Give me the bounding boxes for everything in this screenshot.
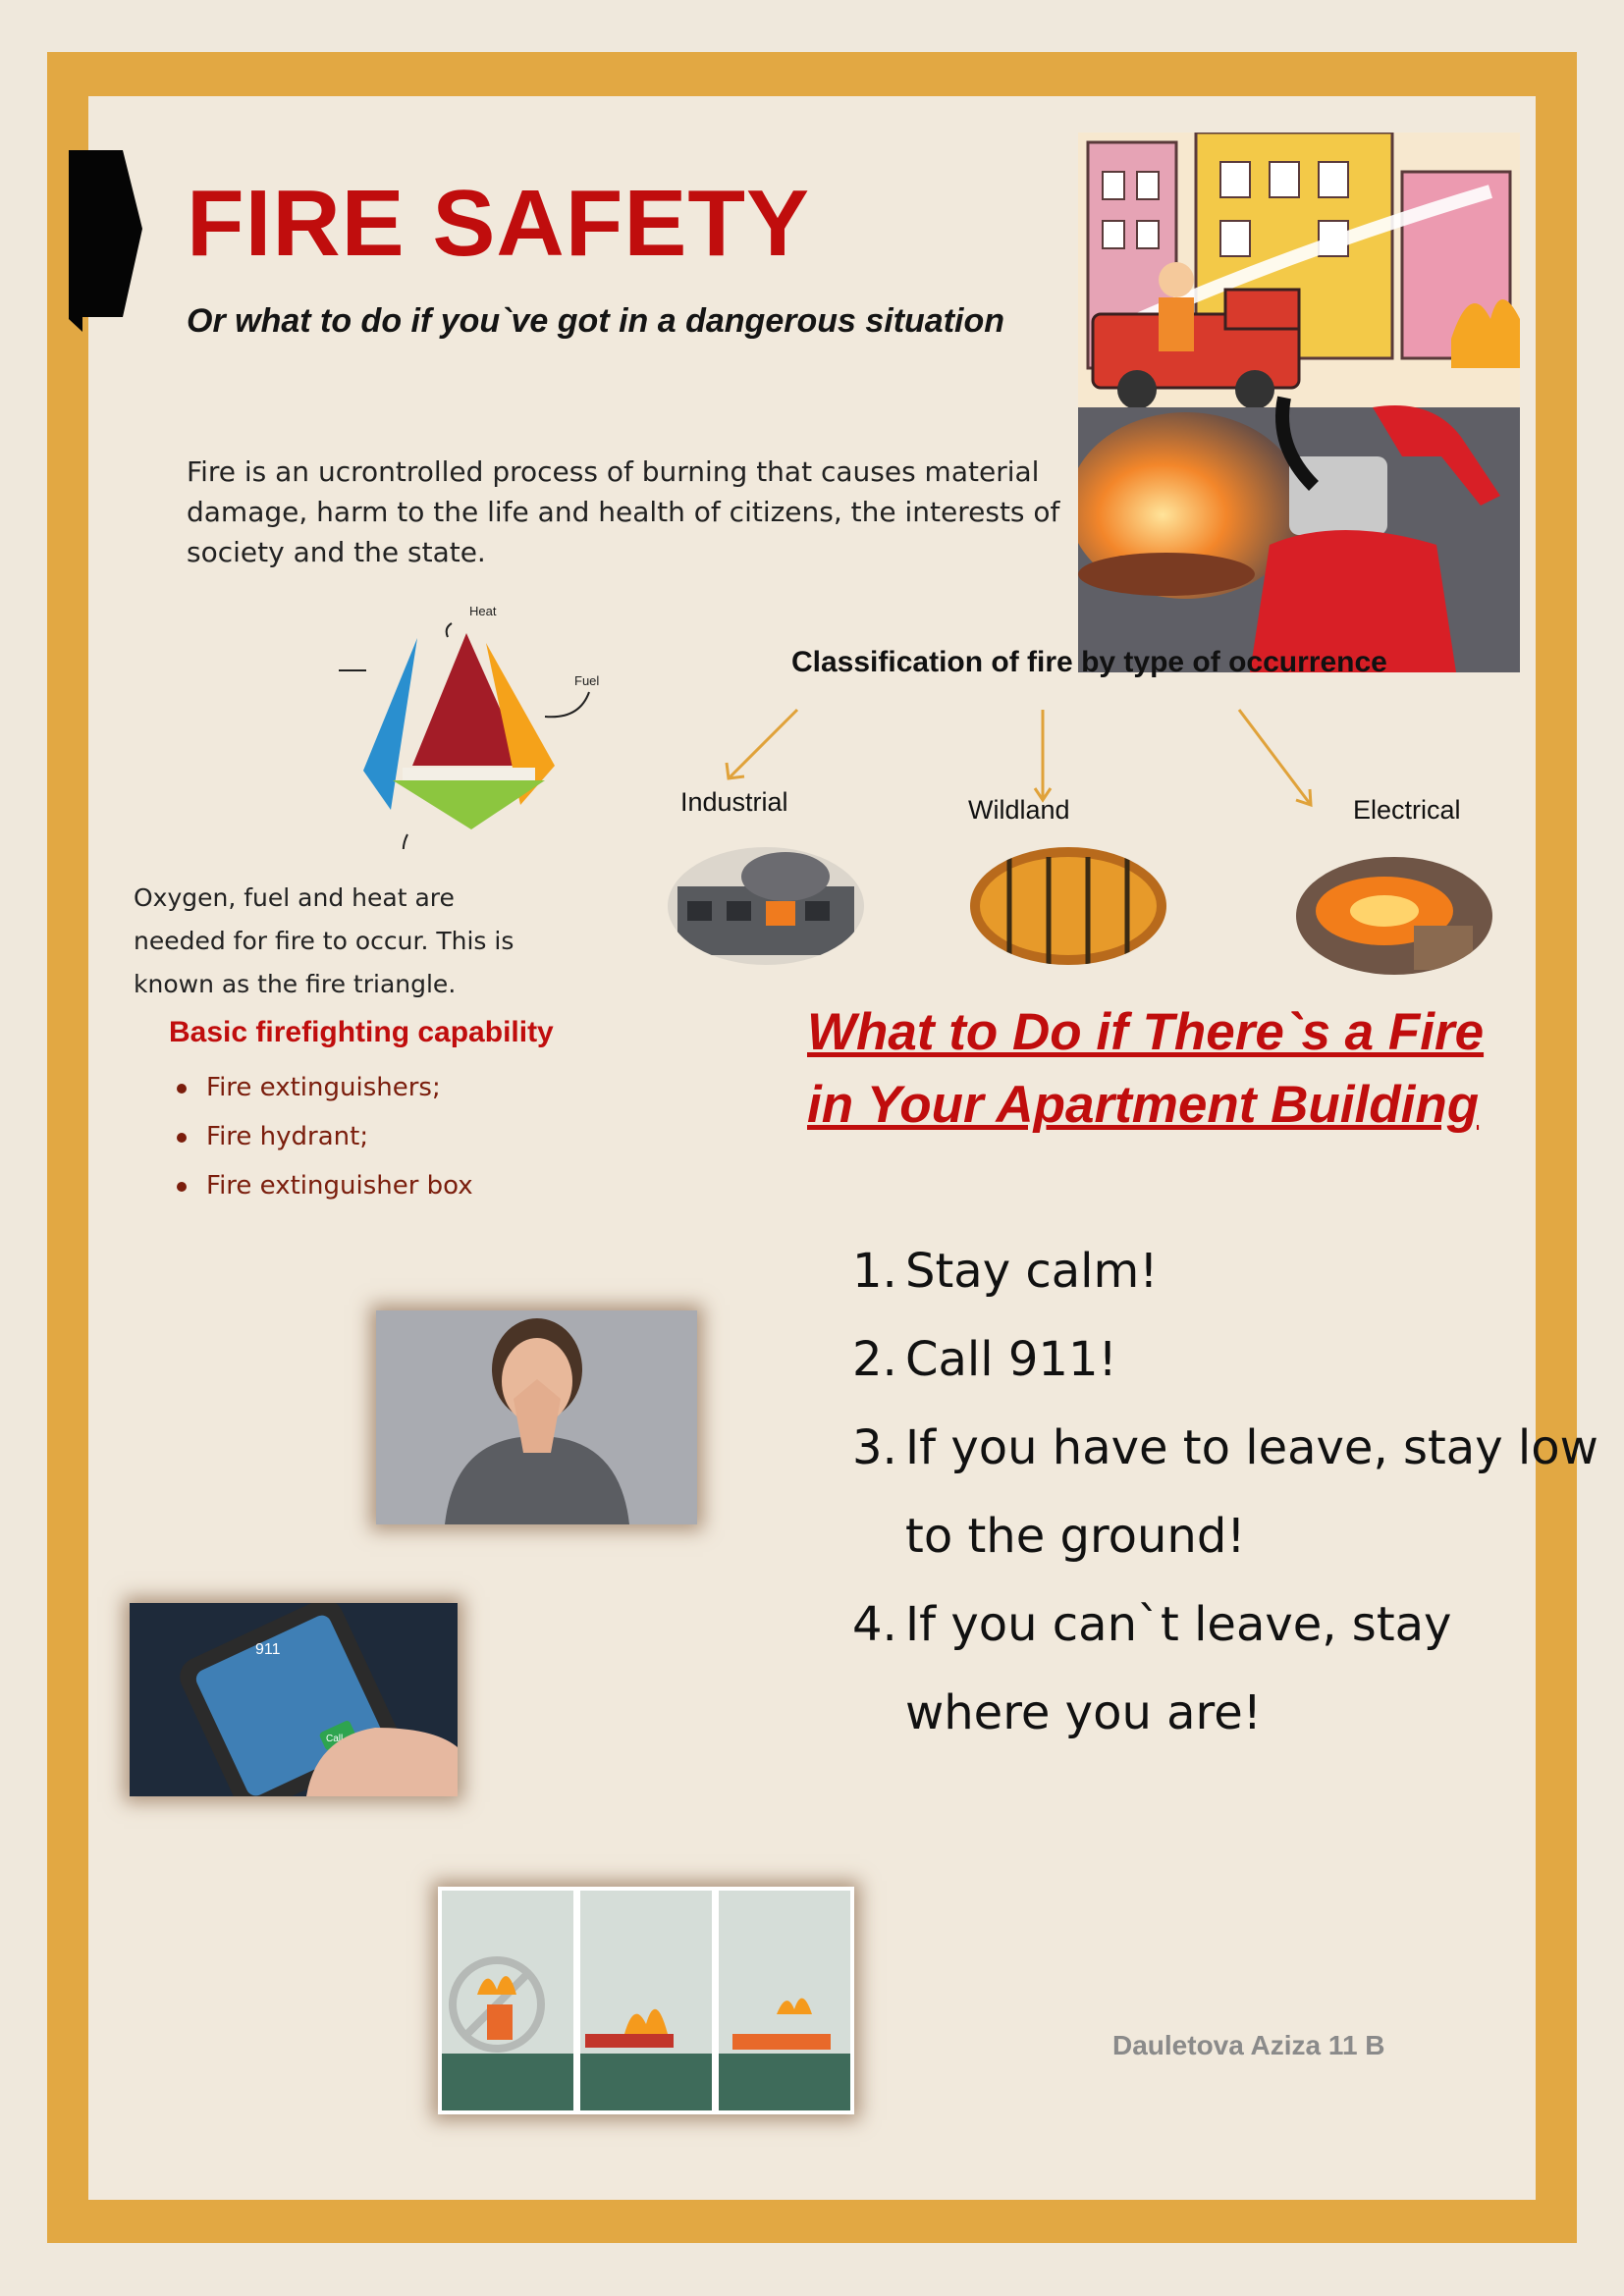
phone-call-button-label: Call [326, 1734, 344, 1744]
capability-title: Basic firefighting capability [169, 1016, 554, 1048]
list-item: Fire hydrant; [206, 1112, 473, 1161]
phone-call-photo [130, 1603, 458, 1796]
list-item: 2. Call 911! [852, 1332, 1117, 1387]
apartment-fire-heading [807, 996, 1534, 1142]
category-label-wildland: Wildland [968, 795, 1070, 825]
page-title: FIRE SAFETY [187, 171, 811, 276]
fire-triangle-diagram [324, 594, 619, 849]
bookmark-tab-icon [69, 150, 142, 332]
apartment-heading-line2: in Your Apartment Building [807, 1076, 1480, 1134]
wildland-fire-photo [970, 847, 1166, 965]
industrial-fire-photo [668, 847, 864, 965]
list-item: 1. Stay calm! [852, 1244, 1159, 1299]
intro-paragraph: Fire is an ucrontrolled process of burning that causes material damage, harm to the life and health of citizens, the interests of society and the state. [187, 455, 1060, 568]
category-label-industrial: Industrial [680, 787, 788, 817]
list-item: 3. If you have to leave, stay low to the ground! [852, 1420, 1598, 1564]
list-item: Fire extinguisher box [206, 1161, 473, 1210]
phone-screen-text: 911 [255, 1641, 281, 1658]
capability-list [169, 1063, 473, 1210]
category-label-electrical: Electrical [1353, 795, 1461, 825]
apartment-heading-line1: What to Do if There`s a Fire [807, 1003, 1485, 1061]
stay-low-illustration [438, 1887, 854, 2114]
author-credit: Dauletova Aziza 11 B [1112, 2030, 1385, 2060]
page-subtitle: Or what to do if you`ve got in a dangerous situation [187, 302, 1005, 340]
classification-title: Classification of fire by type of occurrence [791, 646, 1387, 678]
firefighter-illustration-image [1078, 133, 1520, 672]
electrical-fire-photo [1296, 857, 1492, 975]
list-item: Fire extinguishers; [206, 1063, 473, 1112]
calm-woman-photo [376, 1310, 697, 1524]
fire-triangle-note: Oxygen, fuel and heat are needed for fire to occur. This is known as the fire triangle. [134, 883, 514, 998]
list-item: 4. If you can`t leave, stay where you are! [852, 1597, 1452, 1740]
fuel-label: Fuel [574, 673, 600, 688]
heat-label: Heat [469, 604, 497, 618]
apartment-steps-list [852, 1227, 1598, 1757]
